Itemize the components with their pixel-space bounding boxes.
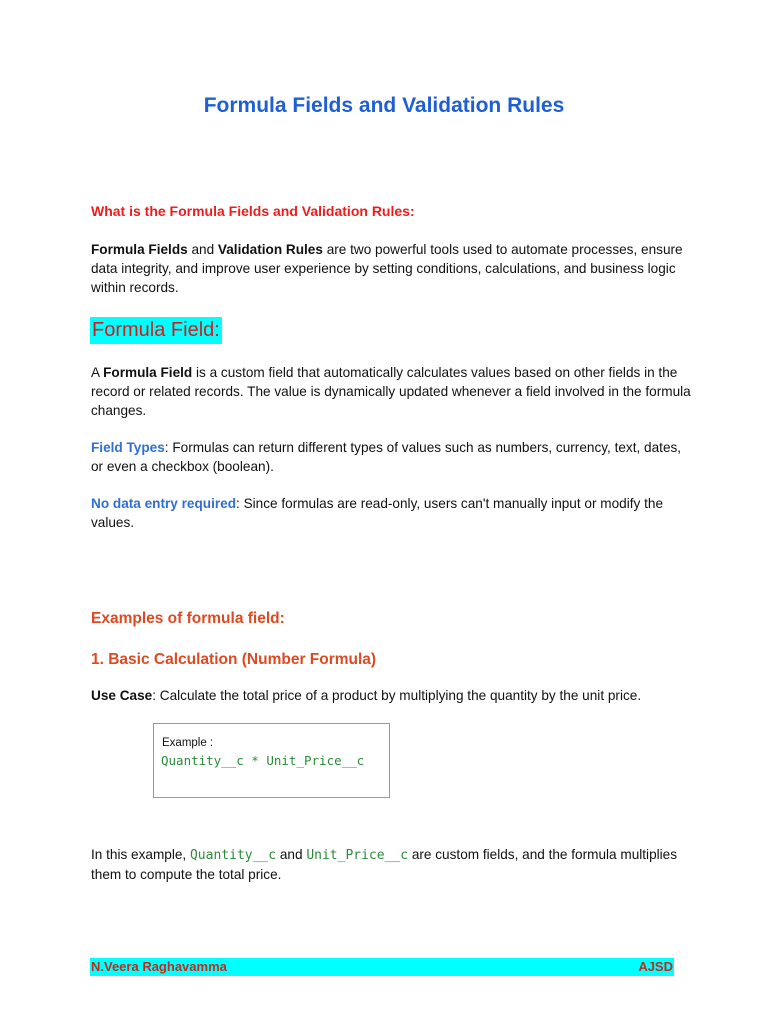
explain-code-unit-price: Unit_Price__c [306, 848, 409, 863]
explain-code-quantity: Quantity__c [189, 848, 277, 863]
intro-and: and [187, 242, 218, 257]
intro-bold-validation-rules: Validation Rules [217, 242, 323, 257]
explain-a: In this example, [91, 847, 190, 862]
field-types-text: : Formulas can return different types of values such as numbers, currency, text, dates, or even a checkbox (boolean). [91, 440, 682, 474]
page-footer [90, 958, 674, 976]
intro-heading: What is the Formula Fields and Validation Rules: [91, 203, 415, 219]
no-entry-text: : Since formulas are read-only, users can't manually input or modify the values. [91, 496, 663, 530]
explain-c: are custom fields, and the formula multiplies them to compute the total price. [91, 847, 678, 882]
intro-rest: are two powerful tools used to automate processes, ensure data integrity, and improve user experience by setting conditions, calculations, and business logic within records. [91, 242, 683, 295]
page-title: Formula Fields and Validation Rules [203, 94, 565, 117]
field-types-paragraph [91, 438, 691, 476]
formula-field-paragraph [91, 363, 691, 420]
code-example-formula: Quantity__c * Unit_Price__c [161, 753, 365, 768]
use-case-label: Use Case [91, 688, 153, 703]
ff-prefix: A [91, 365, 104, 380]
intro-bold-formula-fields: Formula Fields [91, 242, 188, 257]
no-entry-label: No data entry required [91, 496, 237, 511]
formula-field-heading: Formula Field: [90, 317, 222, 344]
field-types-label: Field Types [91, 440, 165, 455]
ff-bold: Formula Field [103, 365, 193, 380]
examples-heading: Examples of formula field: [91, 610, 285, 627]
code-example-label: Example : [162, 737, 214, 749]
use-case-text: : Calculate the total price of a product by multiplying the quantity by the unit price. [152, 688, 642, 703]
code-example-box [153, 723, 390, 798]
explain-b: and [276, 847, 307, 862]
ff-rest: is a custom field that automatically calculates values based on other fields in the record or related records. The value is dynamically updated whenever a field involved in the formula changes. [91, 365, 691, 418]
footer-author: N.Veera Raghavamma [91, 959, 227, 974]
example-1-heading: 1. Basic Calculation (Number Formula) [91, 651, 377, 668]
intro-paragraph [91, 240, 691, 297]
use-case-paragraph [91, 686, 691, 705]
no-entry-paragraph [91, 494, 691, 532]
footer-code: AJSD [638, 959, 673, 974]
example-explanation-paragraph [91, 845, 691, 884]
